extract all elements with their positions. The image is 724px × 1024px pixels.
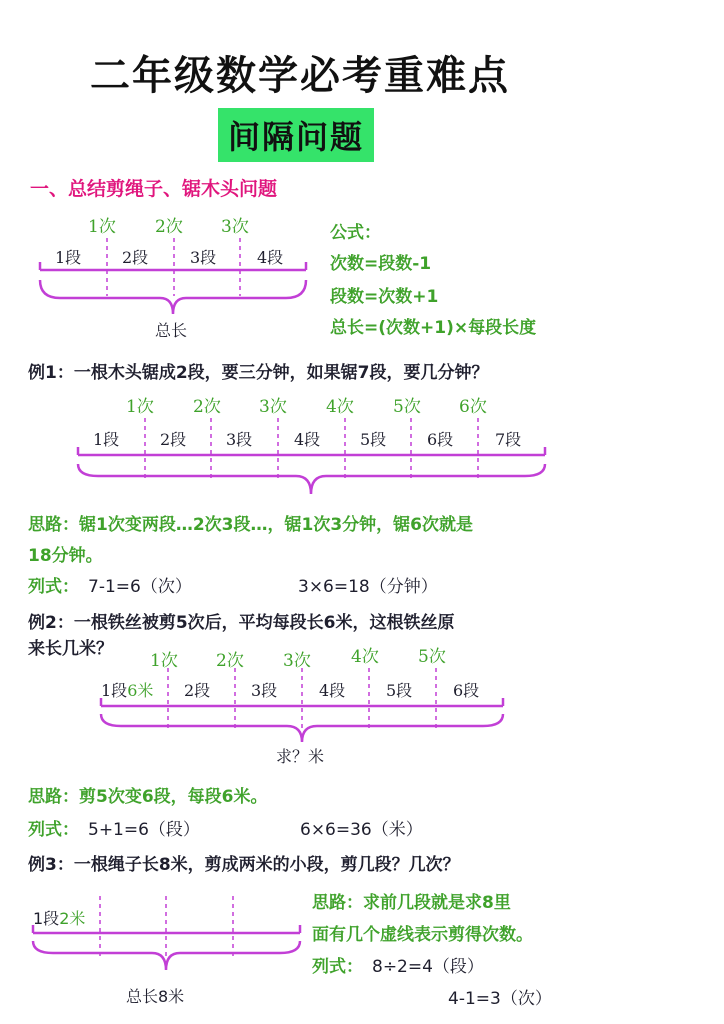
segment-label: 4段 xyxy=(294,430,321,449)
example-2-formula-b: 6×6=36（米） xyxy=(300,820,423,840)
example-2-question: 例2：一根铁丝被剪5次后，平均每段长6米，这根铁丝原 xyxy=(28,613,455,633)
first-segment-length: 2米 xyxy=(59,909,86,928)
cut-label-3: 3次 xyxy=(221,217,249,237)
cut-label: 4次 xyxy=(326,397,354,417)
example-3-formula-b: 4-1=3（次） xyxy=(448,989,552,1009)
example-1-thought: 思路：锯1次变两段…2次3段…，锯1次3分钟，锯6次就是 xyxy=(28,515,473,535)
segment-label: 1段 xyxy=(55,248,82,267)
segment-label xyxy=(101,678,153,701)
example-1-formula-b: 3×6=18（分钟） xyxy=(298,577,438,597)
total-brace xyxy=(40,280,306,314)
example-1-thought-cont: 18分钟。 xyxy=(28,546,103,566)
segment-label: 3段 xyxy=(251,681,278,700)
segment-label: 2段 xyxy=(184,681,211,700)
example-2-thought: 思路：剪5次变6段，每段6米。 xyxy=(28,787,268,807)
first-segment-label: 1段 xyxy=(33,909,60,928)
example-3-thought-cont: 面有几个虚线表示剪得次数。 xyxy=(312,925,533,945)
segment-label: 3段 xyxy=(226,430,253,449)
segment-label: 1段 xyxy=(93,430,120,449)
segment-label: 7段 xyxy=(495,430,522,449)
total-length-label: 总长8米 xyxy=(126,987,185,1006)
formula-label: 列式： xyxy=(28,577,79,597)
example-1-question: 例1：一根木头锯成2段，要三分钟，如果锯7段，要几分钟？ xyxy=(28,363,489,383)
segment-label: 4段 xyxy=(319,681,346,700)
example-3-formula-a: 8÷2=4（段） xyxy=(372,957,484,977)
cut-label: 6次 xyxy=(459,397,487,417)
cut-label: 3次 xyxy=(259,397,287,417)
cut-label: 1次 xyxy=(126,397,154,417)
total-brace xyxy=(78,464,545,494)
diagram-example-2 xyxy=(101,668,503,742)
page-subtitle: 间隔问题 xyxy=(218,108,374,162)
formula-title: 公式： xyxy=(330,223,381,243)
section-heading: 一、总结剪绳子、锯木头问题 xyxy=(30,178,278,200)
segment-label: 5段 xyxy=(360,430,387,449)
cut-label: 2次 xyxy=(193,397,221,417)
cut-label: 2次 xyxy=(216,651,244,671)
cut-label: 1次 xyxy=(150,651,178,671)
first-segment-label: 1段 xyxy=(101,681,128,700)
formula-label: 列式： xyxy=(312,957,363,977)
segment-label: 3段 xyxy=(190,248,217,267)
example-2-question-cont: 来长几米？ xyxy=(28,639,113,659)
formula-line: 次数=段数-1 xyxy=(330,254,432,274)
first-segment-length: 6米 xyxy=(127,681,154,700)
total-length-label: 总长 xyxy=(155,321,188,340)
example-1-formula-a: 7-1=6（次） xyxy=(88,577,192,597)
cut-label: 3次 xyxy=(283,651,311,671)
cut-label-2: 2次 xyxy=(155,217,183,237)
example-2-formula-a: 5+1=6（段） xyxy=(88,820,200,840)
segment-label: 4段 xyxy=(257,248,284,267)
cut-label: 5次 xyxy=(418,647,446,667)
example-3-thought: 思路：求前几段就是求8里 xyxy=(312,893,511,913)
segment-label: 2段 xyxy=(160,430,187,449)
segment-label xyxy=(33,906,85,929)
example-3-question: 例3：一根绳子长8米，剪成两米的小段，剪几段？几次？ xyxy=(28,855,460,875)
segment-label: 6段 xyxy=(453,681,480,700)
cut-label: 5次 xyxy=(393,397,421,417)
formula-label: 列式： xyxy=(28,820,79,840)
cut-label-1: 1次 xyxy=(88,217,116,237)
page-title: 二年级数学必考重难点 xyxy=(90,53,510,99)
formula-line: 总长=(次数+1)×每段长度 xyxy=(330,318,537,338)
total-length-label: 求？米 xyxy=(276,747,325,766)
segment-label: 5段 xyxy=(386,681,413,700)
segment-label: 6段 xyxy=(427,430,454,449)
segment-label: 2段 xyxy=(122,248,149,267)
cut-label: 4次 xyxy=(351,647,379,667)
formula-line: 段数=次数+1 xyxy=(330,287,439,307)
